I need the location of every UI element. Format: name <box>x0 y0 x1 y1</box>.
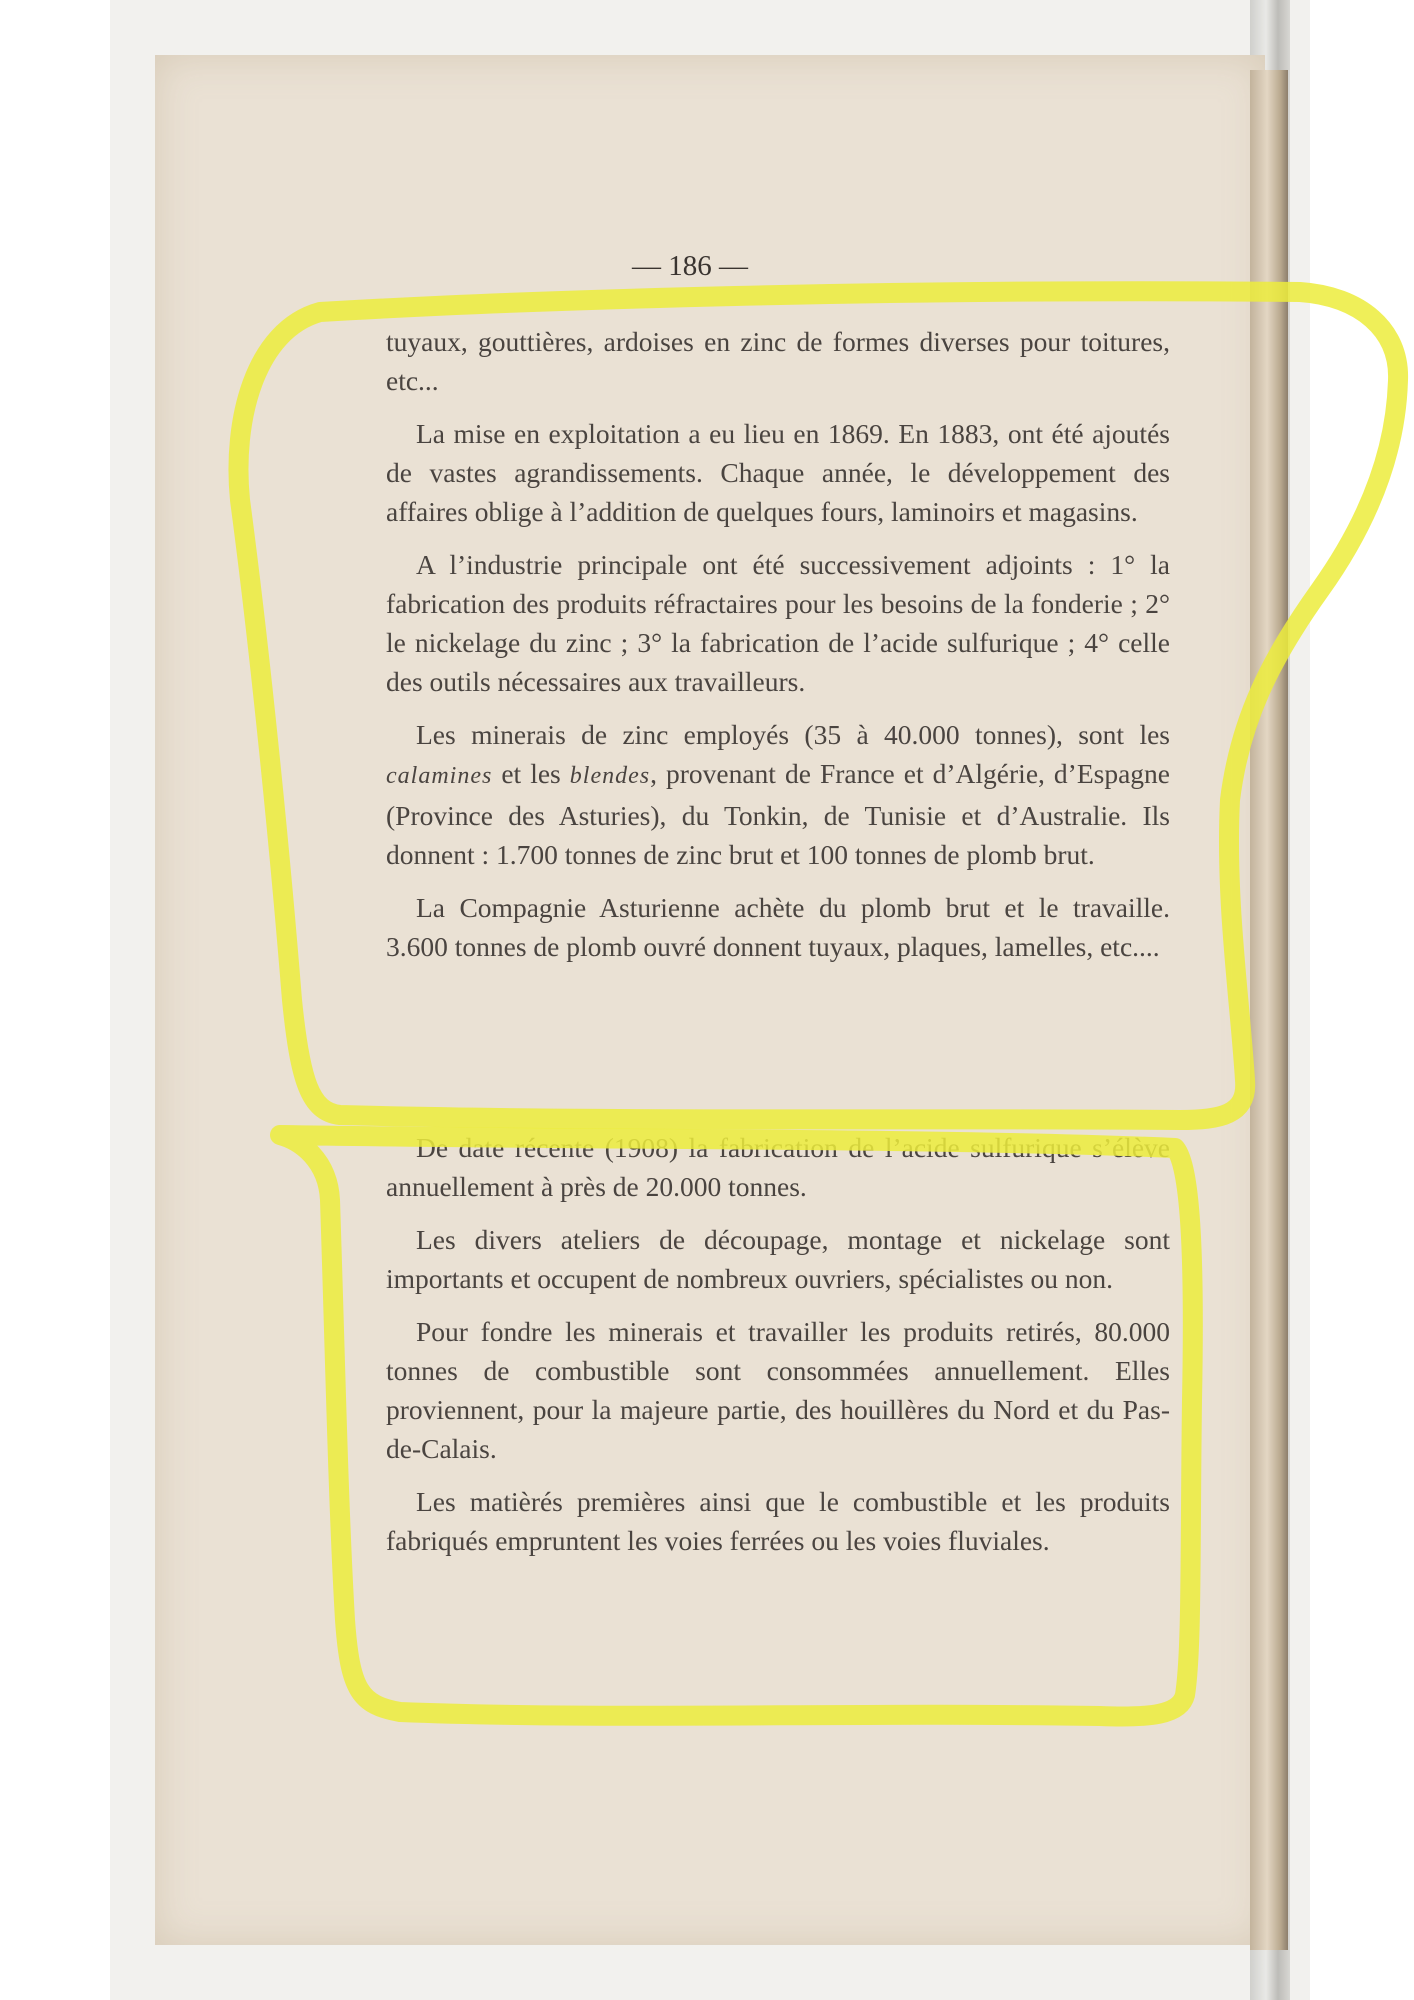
paragraph: Les matièrés premières ainsi que le combustible et les produits fabriqués empruntent les voies ferrées ou les voies fluviales. <box>386 1486 1170 1556</box>
text-block-top <box>386 322 1170 980</box>
paragraph: La mise en exploitation a eu lieu en 1869. En 1883, ont été ajoutés de vastes agrandissements. Chaque année, le développement des affaires oblige à l’addition de quelques fours, laminoirs et magasins. <box>386 418 1170 527</box>
paragraph: Pour fondre les minerais et travailler les produits retirés, 80.000 tonnes de combustible sont consommées annuellement. Elles proviennent, pour la majeure partie, des houillères du Nord et du Pas-de-Calais. <box>386 1316 1170 1464</box>
italic-term: calamines <box>386 763 493 789</box>
paragraph: La Compagnie Asturienne achète du plomb brut et le travaille. 3.600 tonnes de plomb ouvré donnent tuyaux, plaques, lamelles, etc.... <box>386 892 1170 962</box>
italic-term: blendes <box>569 763 651 789</box>
page-number: — 186 — <box>632 250 748 282</box>
page-edge-shadow <box>1250 70 1288 1950</box>
text-block-bottom <box>386 1128 1170 1574</box>
paragraph-text: Les minerais de zinc employés (35 à 40.000 tonnes), sont les <box>416 719 1170 750</box>
paragraph: Les divers ateliers de découpage, montage et nickelage sont importants et occupent de nombreux ouvriers, spécialistes ou non. <box>386 1224 1170 1294</box>
paragraph <box>386 715 1170 874</box>
paragraph: tuyaux, gouttières, ardoises en zinc de formes diverses pour toitures, etc... <box>386 326 1170 396</box>
paragraph-text: , provenant de France et d’Algérie, d’Espagne (Province des Asturies), du Tonkin, de Tunisie et d’Australie. Ils donnent : 1.700 tonnes de zinc brut et 100 tonnes de plomb brut. <box>386 758 1170 870</box>
paragraph: De date récente (1908) la fabrication de l’acide sulfurique s’élève annuellement à près de 20.000 tonnes. <box>386 1132 1170 1202</box>
paragraph-text: et les <box>492 758 570 789</box>
paragraph: A l’industrie principale ont été successivement adjoints : 1° la fabrication des produits réfractaires pour les besoins de la fonderie ; 2° le nickelage du zinc ; 3° la fabrication de l’acide sulfurique ; 4° celle des outils nécessaires aux travailleurs. <box>386 549 1170 697</box>
